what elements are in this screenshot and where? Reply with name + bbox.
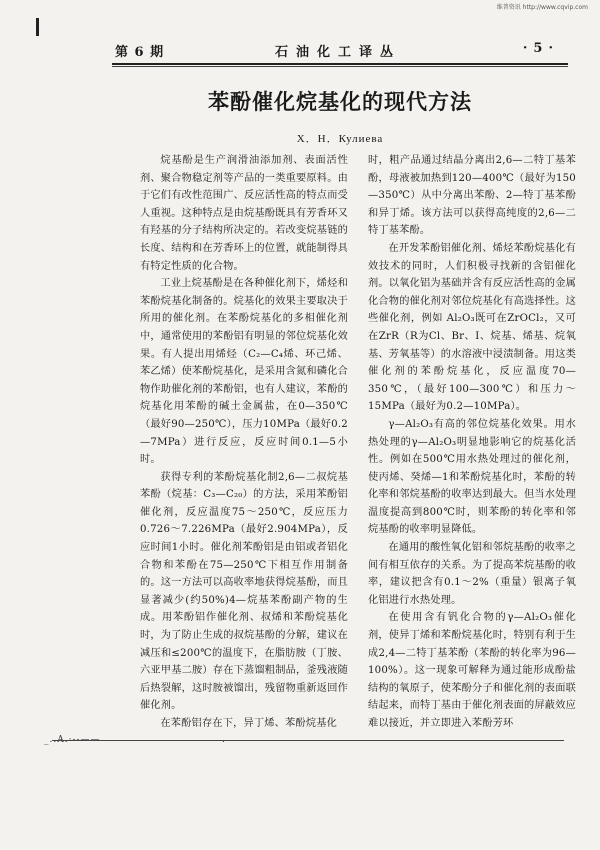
- paragraph: 获得专利的苯酚烷基化制2,6—二叔烷基苯酚（烷基：C₃—C₂₀）的方法，采用苯酚铝催化剂，反应温度75～250℃，反应压力0.726～7.226MPa（最好2.904MPa），反应时间1小时。催化剂苯酚铝是由铝或者铝化合物和苯酚在75—250℃下相互作用制备的。这一方法可以高收率地获得烷基酚，而且显著减少(约50%)4—烷基苯酚副产物的生成。用苯酚铝作催化剂、叔烯和苯酚烷基化时，为了防止生成的叔烷基酚的分解，建议在减压和≤200℃的温度下，在脂肪胺（丁胺、六亚甲基二胺）存在下蒸馏粗制品，釜残液随后热裂解，这时胺被馏出，残留物重新返回作催化剂。: [140, 471, 348, 712]
- paragraph: 时，粗产品通过结晶分离出2,6—二特丁基苯酚，母液被加热到120—400℃（最好为150—350℃）从中分离出苯酚、2—特丁基苯酚和异丁烯。该方法可以获得高纯度的2,6—二特丁基苯酚。: [368, 155, 576, 237]
- header-rule: [112, 63, 568, 65]
- left-column: [140, 152, 348, 733]
- footer-marks: _..A.·--——: [44, 735, 101, 745]
- footer-dot: .: [222, 735, 225, 745]
- article-author: X．H．Кулиева: [296, 133, 384, 145]
- paragraph: γ—Al₂O₃有高的邻位烷基化效果。用水热处理的γ—Al₂O₃明显地影响它的烷基化活性。例如在500℃用水热处理过的催化剂，使丙烯、癸烯—1和苯酚烷基化时，苯酚的转化率和邻烷基酚的收率达到最大。但当水处理温度提高到800℃时，则苯酚的转化率和邻烷基酚的收率明显降低。: [368, 418, 576, 536]
- right-column: [368, 152, 576, 733]
- article-title: 苯酚催化烷基化的现代方法: [208, 89, 472, 114]
- paragraph: 在开发苯酚铝催化剂、烯烃苯酚烷基化有效技术的同时，人们积极寻找新的含铝催化剂。以氧化铝为基础并含有反应活性高的金属化合物的催化剂对邻位烷基化有高选择性。这些催化剂，例如 Al₂O₃既可在ZrOCl₂，又可在ZrR（R为Cl、Br、I、烷基、烯基、烷氧基、芳氧基等）的水溶液中浸渍制备。用这类催化剂的苯酚烷基化，反应温度70—350℃，（最好100—300℃）和压力～15MPa（最好为0.2—10MPa）。: [368, 242, 576, 413]
- paragraph: 烷基酚是生产润滑油添加剂、表面活性剂、聚合物稳定剂等产品的一类重要原料。由于它们有改性范围广、反应活性高的特点而受人重视。这种特点是由烷基酚既具有芳香环又有羟基的分子结构所决定的。若改变烷基链的长度、结构和在芳香环上的位置，就能制得具有特定性质的化合物。: [140, 155, 348, 272]
- running-header: [115, 41, 565, 59]
- journal-name: 石油化工译丛: [275, 45, 402, 60]
- paragraph: 在苯酚铝存在下，异丁烯、苯酚烷基化: [160, 718, 337, 729]
- top-margin-mark: [36, 18, 39, 36]
- paragraph: 在通用的酸性氧化铝和邻烷基酚的收率之间有相互依存的关系。为了提高苯烷基酚的收率，建议把含有0.1～2%（重量）银离子氧化铝进行水热处理。: [368, 542, 576, 606]
- issue-number: 第 6 期: [115, 45, 165, 60]
- footer-rule: [52, 740, 564, 741]
- watermark: 维普资讯 http://www.cqvip.com: [496, 4, 588, 11]
- paragraph: 在使用含有钒化合物的γ—Al₂O₃催化剂，使异丁烯和苯酚烷基化时，特别有利于生成2,4—二特丁基苯酚（苯酚的转化率为96—100%）。这一现象可解释为通过能形成酚盐结构的氧原子，使苯酚分子和催化剂的表面联结起来，而特丁基由于催化剂表面的屏蔽效应难以接近，并立即进入苯酚芳环: [368, 612, 576, 729]
- paragraph: 工业上烷基酚是在各种催化剂下，烯烃和苯酚烷基化制备的。烷基化的效果主要取决于所用的催化剂。在苯酚烷基化的多相催化剂中，通常使用的苯酚铝有明显的邻位烷基化效果。有人提出用烯烃（C₂—C₄烯、环己烯、苯乙烯）使苯酚烷基化，是采用含氮和磷化合物作助催化剂的苯酚铝，也有人建议，苯酚的烷基化用苯酚的碱土金属盐，在0—350℃（最好90—250℃），压力10MPa（最好0.2—7MPa）进行反应，反应时间0.1—5小时。: [140, 278, 348, 466]
- header-rule-thin: [112, 66, 568, 67]
- page-number: ·5·: [522, 41, 559, 56]
